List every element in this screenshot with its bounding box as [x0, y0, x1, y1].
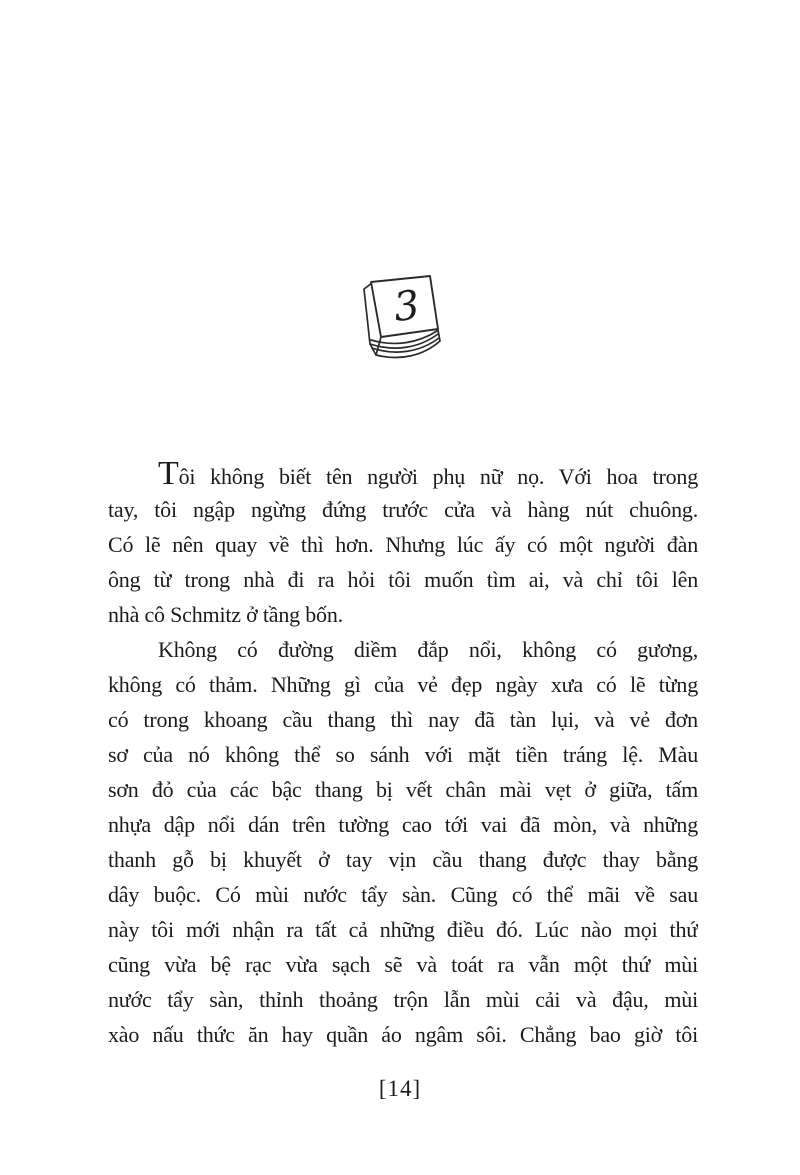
text-line: thanh gỗ bị khuyết ở tay vịn cầu thang được thay bằng	[108, 847, 698, 872]
text-line: nước tẩy sàn, thỉnh thoảng trộn lẫn mùi cải và đậu, mùi	[108, 987, 698, 1012]
chapter-number: 3	[391, 282, 423, 332]
text-line: sơn đỏ của các bậc thang bị vết chân mài vẹt ở giữa, tấm	[108, 777, 698, 802]
text-line: cũng vừa bệ rạc vừa sạch sẽ và toát ra vẫn một thứ mùi	[108, 952, 698, 977]
text-line: xào nấu thức ăn hay quần áo ngâm sôi. Chẳng bao giờ tôi	[108, 1022, 698, 1047]
page-number: [14]	[378, 1076, 422, 1101]
text-line: nhà cô Schmitz ở tầng bốn.	[108, 602, 343, 627]
text-line: Không có đường diềm đắp nổi, không có gương,	[158, 637, 698, 662]
text-line: sơ của nó không thể so sánh với mặt tiền tráng lệ. Màu	[108, 742, 698, 767]
text-line: ông từ trong nhà đi ra hỏi tôi muốn tìm ai, và chỉ tôi lên	[108, 567, 698, 592]
text-line: dây buộc. Có mùi nước tẩy sàn. Cũng có thể mãi về sau	[108, 882, 698, 907]
text-line: có trong khoang cầu thang thì nay đã tàn lụi, và vẻ đơn	[108, 707, 698, 732]
text-block	[108, 457, 698, 1052]
text-line: Có lẽ nên quay về thì hơn. Nhưng lúc ấy có một người đàn	[108, 532, 698, 557]
text-line: không có thảm. Những gì của vẻ đẹp ngày xưa có lẽ từng	[108, 672, 698, 697]
text-line: nhựa dập nổi dán trên tường cao tới vai đã mòn, và những	[108, 812, 698, 837]
text-line: Tôi không biết tên người phụ nữ nọ. Với hoa trong	[158, 457, 698, 492]
drop-cap: T	[158, 457, 179, 492]
chapter-book-icon	[352, 266, 448, 368]
text-line: tay, tôi ngập ngừng đứng trước cửa và hàng nút chuông.	[108, 497, 698, 522]
text-line: này tôi mới nhận ra tất cả những điều đó. Lúc nào mọi thứ	[108, 917, 698, 942]
